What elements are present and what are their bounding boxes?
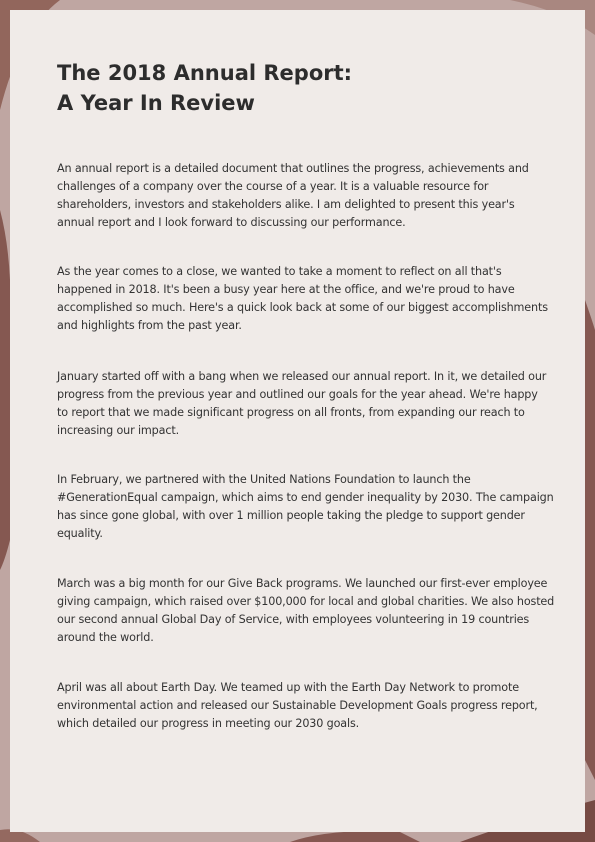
paragraph-line: accomplished so much. Here's a quick look back at some of our biggest accomplishments	[57, 301, 548, 314]
paragraph-line: has since gone global, with over 1 million people taking the pledge to support gender	[57, 509, 525, 522]
paragraph-line: and highlights from the past year.	[57, 319, 242, 332]
paragraph-line: around the world.	[57, 631, 154, 644]
paragraph-line: In February, we partnered with the United Nations Foundation to launch the	[57, 473, 471, 486]
paragraph-line: challenges of a company over the course of a year. It is a valuable resource for	[57, 180, 489, 193]
frame-blob-bottom-center	[290, 831, 420, 842]
paragraph-january	[57, 368, 547, 440]
paragraph-line: April was all about Earth Day. We teamed up with the Earth Day Network to promote	[57, 681, 519, 694]
report-title	[57, 58, 537, 118]
paragraph-line: increasing our impact.	[57, 424, 179, 437]
paragraph-line: annual report and I look forward to discussing our performance.	[57, 216, 406, 229]
paragraph-line: An annual report is a detailed document that outlines the progress, achievements and	[57, 162, 529, 175]
paragraph-line: January started off with a bang when we released our annual report. In it, we detailed our	[57, 370, 547, 383]
paragraph-line: #GenerationEqual campaign, which aims to end gender inequality by 2030. The campaign	[57, 491, 554, 504]
report-title-line-2: A Year In Review	[57, 91, 255, 115]
paragraph-march	[57, 575, 555, 647]
paragraph-year-reflection	[57, 263, 548, 335]
paragraph-april	[57, 679, 542, 733]
paragraph-line: which detailed our progress in meeting our 2030 goals.	[57, 717, 360, 730]
paragraph-line: to report that we made significant progress on all fronts, from expanding our reach to	[57, 406, 525, 419]
paragraph-line: shareholders, investors and stakeholders alike. I am delighted to present this year's	[57, 198, 515, 211]
paragraph-line: As the year comes to a close, we wanted to take a moment to reflect on all that's	[57, 265, 502, 278]
frame-blob-left	[0, 210, 10, 570]
paragraph-line: happened in 2018. It's been a busy year here at the office, and we're proud to have	[57, 283, 515, 296]
paragraph-february	[57, 471, 554, 543]
frame-blob-right	[585, 300, 595, 780]
report-title-line-1: The 2018 Annual Report:	[57, 61, 353, 85]
paragraph-line: equality.	[57, 527, 103, 540]
paragraph-line: March was a big month for our Give Back programs. We launched our first-ever employee	[57, 577, 548, 590]
paragraph-line: progress from the previous year and outlined our goals for the year ahead. We're happy	[57, 388, 538, 401]
paragraph-line: our second annual Global Day of Service, with employees volunteering in 19 countries	[57, 613, 530, 626]
paragraph-intro	[57, 160, 542, 232]
paragraph-line: environmental action and released our Sustainable Development Goals progress report,	[57, 699, 538, 712]
paragraph-line: giving campaign, which raised over $100,000 for local and global charities. We also hosted	[57, 595, 555, 608]
